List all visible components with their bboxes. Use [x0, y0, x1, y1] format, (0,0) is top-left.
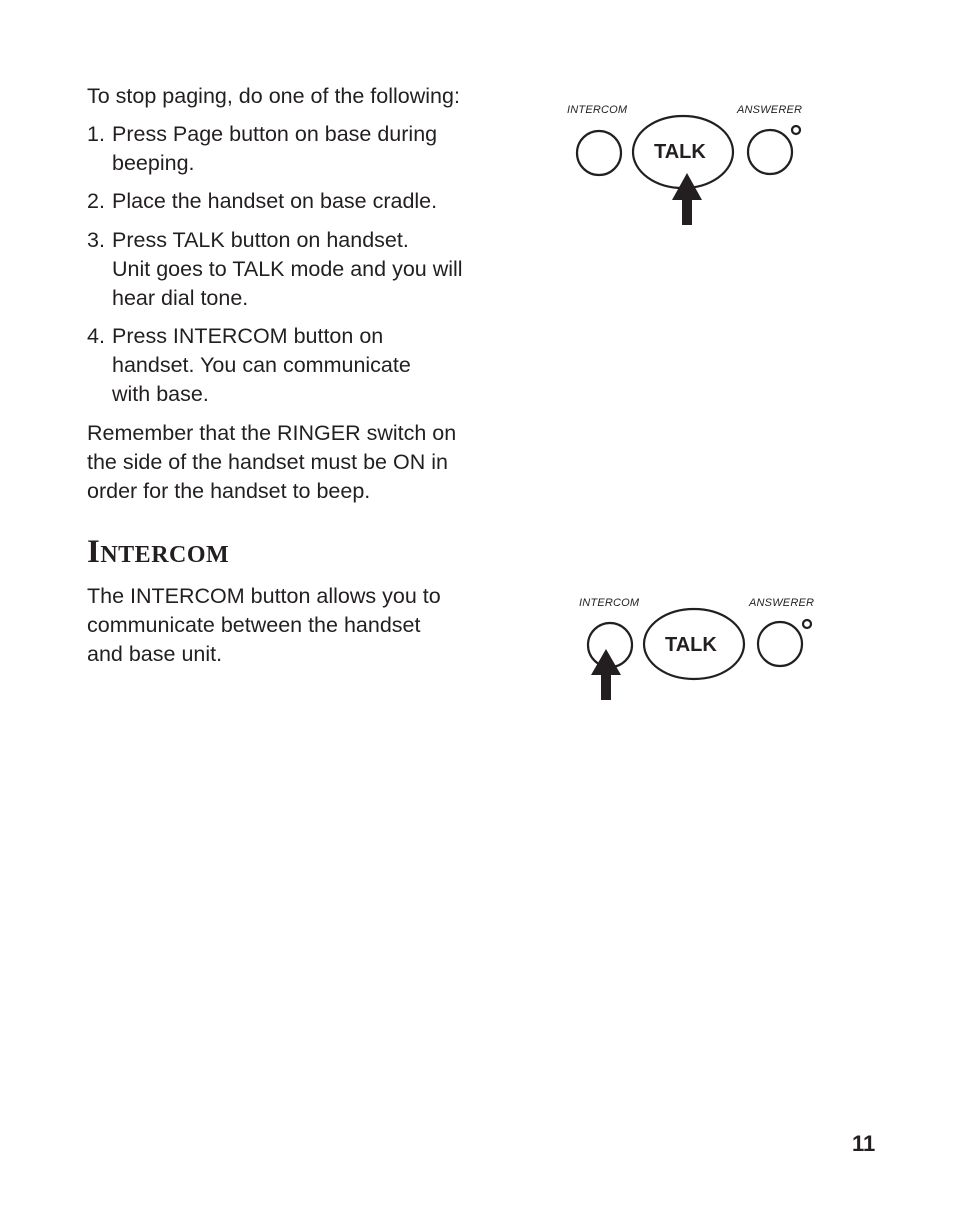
step-text-cont: beeping. [112, 151, 195, 175]
answerer-label: ANSWERER [737, 104, 803, 116]
button-diagram-graphic [560, 100, 810, 230]
answerer-label: ANSWERER [749, 597, 815, 609]
answerer-led [803, 620, 811, 628]
list-item [87, 187, 487, 216]
step-text: Place the handset on base cradle. [112, 189, 438, 213]
step-text: Press TALK button on handset. [112, 228, 409, 252]
arrow-up-icon [591, 649, 621, 700]
step-number: 1. [87, 122, 105, 146]
arrow-up-icon [672, 173, 702, 225]
intercom-label: INTERCOM [567, 104, 628, 116]
heading-rest: NTERCOM [100, 542, 230, 568]
step-number: 2. [87, 189, 105, 213]
button-diagram-intercom [572, 593, 822, 703]
list-item [87, 322, 487, 409]
step-number: 3. [87, 228, 105, 252]
heading-cap: I [87, 534, 101, 570]
intercom-button [577, 131, 621, 175]
step-text: Press INTERCOM button on [112, 324, 384, 348]
answerer-button [758, 622, 802, 666]
step-text: Press Page button on base during [112, 122, 438, 146]
ringer-note: Remember that the RINGER switch on the side of the handset must be ON in order for the handset to beep. [87, 421, 457, 503]
step-number: 4. [87, 324, 105, 348]
intercom-label: INTERCOM [579, 597, 640, 609]
answerer-led [792, 126, 800, 134]
intro-text: To stop paging, do one of the following: [87, 84, 460, 108]
page-number: 11 [852, 1131, 876, 1156]
section-heading [87, 532, 229, 575]
button-diagram-talk [560, 100, 810, 230]
intercom-description: The INTERCOM button allows you to communicate between the handset and base unit. [87, 584, 441, 666]
list-item [87, 120, 487, 178]
step-text-cont: handset. You can communicate with base. [112, 353, 411, 406]
talk-label: TALK [654, 141, 706, 163]
talk-label: TALK [665, 634, 717, 656]
answerer-button [748, 130, 792, 174]
list-item [87, 226, 487, 313]
step-text-cont: Unit goes to TALK mode and you will hear dial tone. [112, 257, 463, 310]
